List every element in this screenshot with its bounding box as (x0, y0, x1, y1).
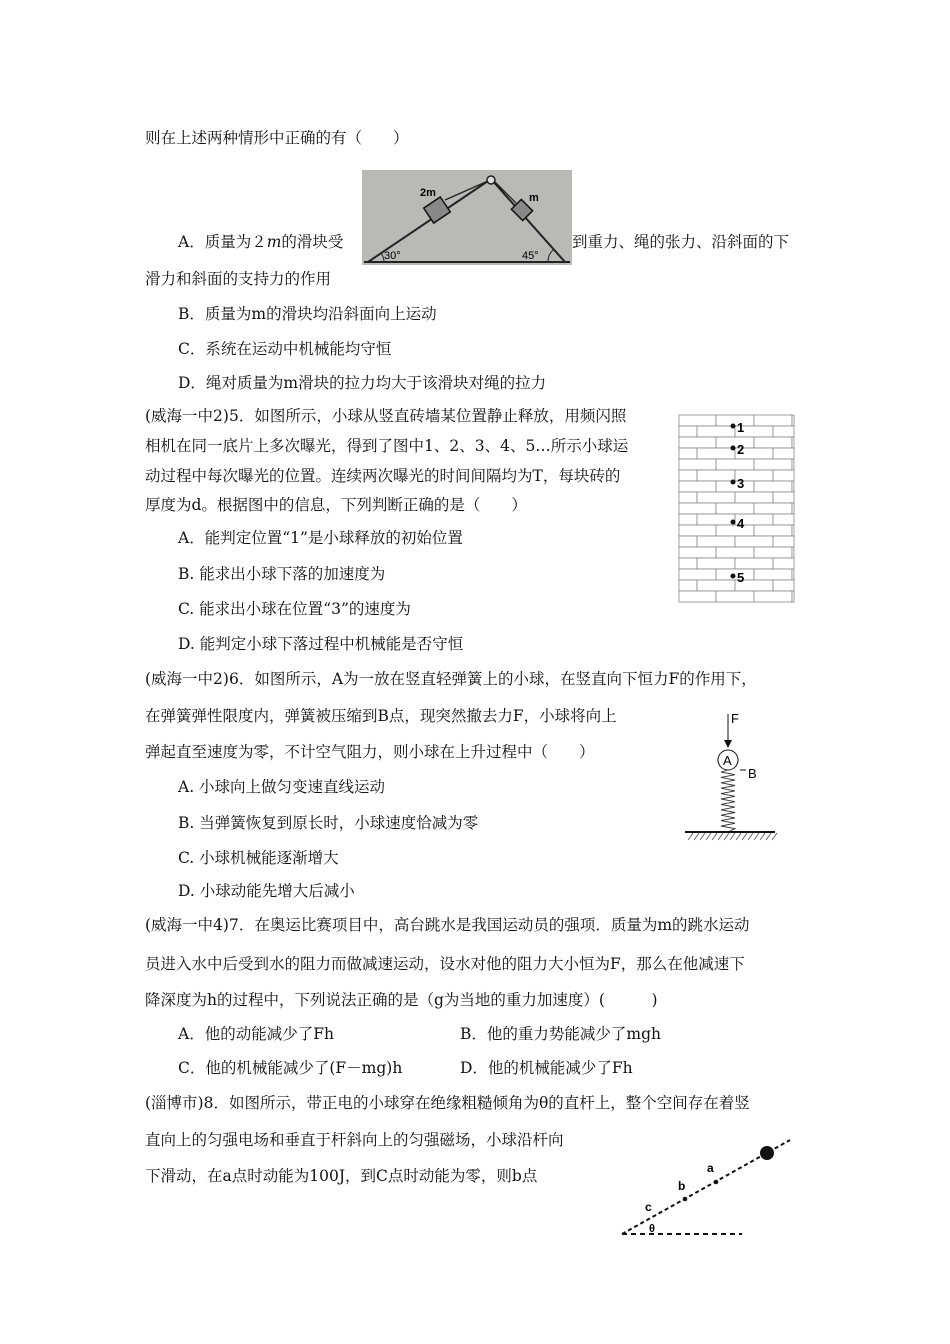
q5-option-d: D. 能判定小球下落过程中机械能是否守恒 (178, 635, 464, 653)
intro-line: 则在上述两种情形中正确的有（ ） (145, 129, 409, 147)
brick (792, 569, 794, 580)
hatch-mark (718, 833, 723, 840)
brick (697, 580, 735, 591)
brick (679, 459, 716, 470)
q6-label-b: B (748, 766, 757, 781)
brick (697, 470, 735, 481)
q4-label-m: m (529, 192, 539, 204)
q4-option-a-m: m (266, 233, 282, 251)
brick (754, 415, 792, 426)
brick (792, 481, 794, 492)
q4-option-a-cont: 滑力和斜面的支持力的作用 (145, 270, 332, 288)
brick (679, 580, 697, 591)
brick (754, 569, 792, 580)
ball-position-1 (731, 424, 736, 429)
q5-option-a: A．能判定位置“1”是小球释放的初始位置 (178, 529, 463, 547)
q6-option-a: A. 小球向上做匀变速直线运动 (178, 778, 386, 796)
brick (716, 459, 754, 470)
brick (697, 426, 735, 437)
brick (773, 580, 794, 591)
brick (792, 525, 794, 536)
brick (773, 558, 794, 569)
q8-stem-line-3: 下滑动，在a点时动能为100J，到C点时动能为零，则b点 (145, 1167, 538, 1185)
hatch-mark (754, 833, 759, 840)
brick (716, 503, 754, 514)
q8-label-c: c (645, 1200, 652, 1214)
hatch-mark (724, 833, 729, 840)
brick (716, 547, 754, 558)
ball-position-2 (731, 446, 736, 451)
hatch-mark (760, 833, 765, 840)
q6-stem-line-3: 弹起直至速度为零，不计空气阻力，则小球在上升过程中（ ） (145, 743, 595, 761)
brick (716, 415, 754, 426)
hatch-mark (706, 833, 711, 840)
hatch-mark (730, 833, 735, 840)
q8-label-b: b (678, 1179, 686, 1193)
q4-option-a-pre: A．质量为２ (178, 233, 267, 251)
brick (773, 448, 794, 459)
q4-option-a-start (178, 232, 343, 252)
brick (716, 437, 754, 448)
q7-option-c: C．他的机械能减少了(F－mg)h (178, 1059, 403, 1077)
q7-stem-line-2: 员进入水中后受到水的阻力而做减速运动，设水对他的阻力大小恒为F，那么在他减速下 (145, 955, 745, 973)
q4-option-c: C．系统在运动中机械能均守恒 (178, 340, 392, 358)
brick (792, 591, 794, 602)
brick (754, 481, 792, 492)
brick (792, 415, 794, 426)
brick (679, 514, 697, 525)
brick (679, 558, 697, 569)
q4-option-b: B．质量为m的滑块均沿斜面向上运动 (178, 305, 437, 323)
brick (735, 492, 773, 503)
q8-stem-line-1: (淄博市)8．如图所示，带正电的小球穿在绝缘粗糙倾角为θ的直杆上，整个空间存在着竖 (145, 1094, 750, 1112)
brick (679, 437, 716, 448)
q7-stem-line-3: 降深度为h的过程中，下列说法正确的是（g为当地的重力加速度）( ) (145, 991, 658, 1009)
q6-option-d: D. 小球动能先增大后减小 (178, 882, 355, 900)
q5-stem-line-3: 动过程中每次曝光的位置。连续两次曝光的时间间隔均为T，每块砖的 (145, 467, 621, 485)
brick (679, 525, 716, 536)
ball-position-label-3: 3 (737, 476, 745, 491)
hatch-mark (694, 833, 699, 840)
ball-position-label-1: 1 (737, 420, 745, 435)
brick (679, 569, 716, 580)
brick (697, 558, 735, 569)
brick (754, 503, 792, 514)
ball-position-label-2: 2 (737, 442, 745, 457)
brick (754, 591, 792, 602)
brick (754, 547, 792, 558)
brick (773, 536, 794, 547)
q7-option-b: B．他的重力势能减少了mgh (460, 1025, 661, 1043)
brick (792, 503, 794, 514)
q5-option-c: C. 能求出小球在位置“3”的速度为 (178, 600, 411, 618)
q5-stem-line-4: 厚度为d。根据图中的信息，下列判断正确的是（ ） (145, 496, 527, 514)
brick (773, 470, 794, 481)
q5-stem-line-2: 相机在同一底片上多次曝光，得到了图中1、2、3、4、5…所示小球运 (145, 437, 629, 455)
brick (716, 525, 754, 536)
brick (679, 448, 697, 459)
brick (735, 558, 773, 569)
q5-stem-line-1: (威海一中2)5．如图所示，小球从竖直砖墙某位置静止释放，用频闪照 (145, 407, 627, 425)
ball-position-4 (731, 520, 736, 525)
ball-position-5 (731, 574, 736, 579)
brick (735, 536, 773, 547)
q4-option-a-post: 到重力、绳的张力、沿斜面的下 (572, 233, 790, 251)
brick (679, 536, 697, 547)
brick (716, 591, 754, 602)
q8-stem-line-2: 直向上的匀强电场和垂直于杆斜向上的匀强磁场，小球沿杆向 (145, 1131, 564, 1149)
q4-option-a-mid: 的滑块受 (281, 233, 344, 251)
hatch-mark (766, 833, 771, 840)
brick (679, 492, 697, 503)
q6-spring (721, 770, 735, 832)
q6-stem-line-1: (威海一中2)6．如图所示，A为一放在竖直轻弹簧上的小球，在竖直向下恒力F的作用下， (145, 670, 757, 688)
hatch-mark (748, 833, 753, 840)
brick (773, 492, 794, 503)
brick (754, 525, 792, 536)
hatch-mark (688, 833, 693, 840)
q4-option-d: D．绳对质量为m滑块的拉力均大于该滑块对绳的拉力 (178, 374, 547, 392)
brick (679, 503, 716, 514)
q6-ground-hatching (688, 833, 777, 840)
brick (679, 426, 697, 437)
brick (679, 415, 716, 426)
brick (679, 591, 716, 602)
ball-position-label-5: 5 (737, 570, 745, 585)
q7-option-d: D．他的机械能减少了Fh (460, 1059, 633, 1077)
q6-spring-figure (680, 708, 780, 848)
ball-position-3 (731, 480, 736, 485)
brick (754, 437, 792, 448)
hatch-mark (772, 833, 777, 840)
q8-label-a: a (707, 1161, 714, 1175)
q7-stem-line-1: (威海一中4)7．在奥运比赛项目中，高台跳水是我国运动员的强项．质量为m的跳水运动 (145, 916, 750, 934)
hatch-mark (736, 833, 741, 840)
brick (679, 481, 716, 492)
q4-angle-45: 45° (522, 250, 539, 262)
brick (679, 470, 697, 481)
ball-position-label-4: 4 (737, 516, 745, 531)
q6-stem-line-2: 在弹簧弹性限度内，弹簧被压缩到B点，现突然撤去力F，小球将向上 (145, 707, 617, 725)
brick (697, 492, 735, 503)
q7-option-a: A．他的动能减少了Fh (178, 1025, 334, 1043)
q4-angle-30: 30° (384, 250, 401, 262)
brick (754, 459, 792, 470)
q6-label-f: F (731, 711, 739, 726)
q5-brick-wall-figure (678, 414, 796, 610)
brick (773, 514, 794, 525)
brick (792, 547, 794, 558)
hatch-mark (742, 833, 747, 840)
brick (697, 448, 735, 459)
brick (697, 514, 735, 525)
brick (697, 536, 735, 547)
q6-label-a: A (723, 753, 732, 768)
q4-incline-figure (362, 170, 572, 265)
brick (679, 547, 716, 558)
q8-rod-figure (612, 1134, 797, 1244)
brick (792, 437, 794, 448)
q4-label-2m: 2m (420, 187, 436, 199)
q5-option-b: B. 能求出小球下落的加速度为 (178, 565, 386, 583)
q6-option-b: B. 当弹簧恢复到原长时，小球速度恰减为零 (178, 814, 479, 832)
q8-label-theta: θ (649, 1223, 655, 1235)
hatch-mark (700, 833, 705, 840)
q6-option-c: C. 小球机械能逐渐增大 (178, 849, 339, 867)
brick (792, 459, 794, 470)
brick (773, 426, 794, 437)
hatch-mark (712, 833, 717, 840)
